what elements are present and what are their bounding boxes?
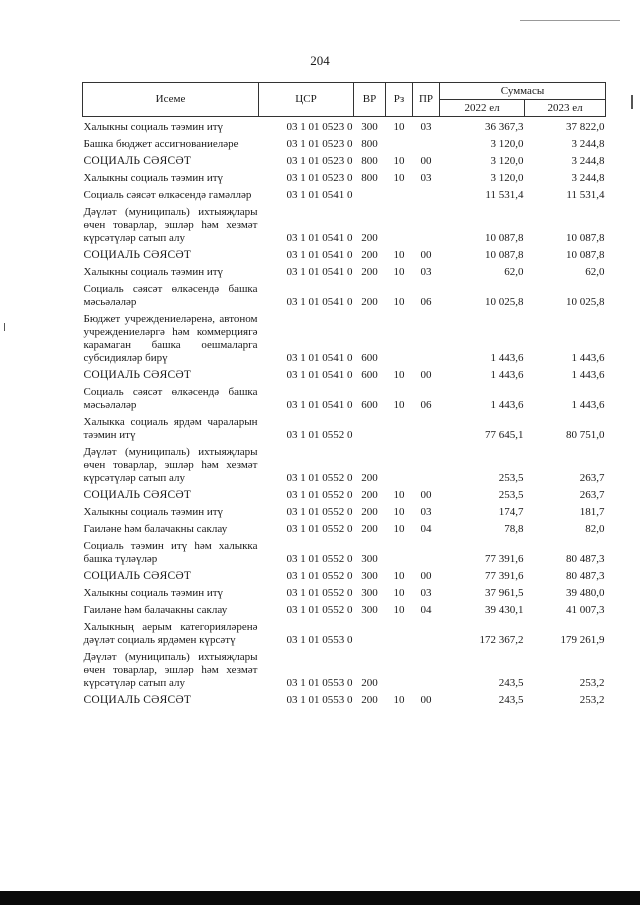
row-vr: 200 bbox=[361, 677, 378, 689]
row-sum-2022: 3 120,0 bbox=[490, 172, 524, 184]
row-name: СОЦИАЛЬ СӘЯСӘТ bbox=[83, 489, 192, 501]
row-rz: 10 bbox=[393, 296, 405, 308]
row-pr: 03 bbox=[420, 121, 432, 133]
row-csr: 03 1 01 0541 0 bbox=[286, 266, 353, 278]
row-name: СОЦИАЛЬ СӘЯСӘТ bbox=[83, 570, 192, 582]
row-csr: 03 1 01 0552 0 bbox=[286, 506, 353, 518]
row-name: Халыкны социаль тәэмин итү bbox=[83, 266, 224, 278]
row-sum-2023: 11 531,4 bbox=[566, 189, 605, 201]
row-sum-2022: 62,0 bbox=[504, 266, 524, 278]
row-csr: 03 1 01 0541 0 bbox=[286, 232, 353, 244]
row-pr bbox=[413, 536, 440, 566]
row-csr: 03 1 01 0541 0 bbox=[286, 189, 353, 201]
row-sum-2023: 1 443,6 bbox=[571, 399, 605, 411]
table-row bbox=[83, 502, 606, 519]
row-name: Социаль сәясәт өлкәсендә гамәлләр bbox=[83, 189, 252, 201]
table-row bbox=[83, 536, 606, 566]
table-row bbox=[83, 309, 606, 365]
row-vr bbox=[354, 185, 386, 202]
row-sum-2022: 253,5 bbox=[498, 472, 524, 484]
row-csr: 03 1 01 0552 0 bbox=[286, 523, 353, 535]
table-row bbox=[83, 412, 606, 442]
row-rz: 10 bbox=[393, 369, 405, 381]
row-name: Гаиләне һәм балачакны саклау bbox=[83, 604, 228, 616]
row-sum-2022: 3 120,0 bbox=[490, 155, 524, 167]
row-vr: 600 bbox=[361, 399, 378, 411]
row-name: Халыкны социаль тәэмин итү bbox=[83, 121, 224, 133]
row-rz bbox=[386, 412, 413, 442]
row-rz: 10 bbox=[393, 587, 405, 599]
row-sum-2023: 253,2 bbox=[579, 694, 605, 706]
row-rz: 10 bbox=[393, 506, 405, 518]
table-row bbox=[83, 279, 606, 309]
row-sum-2022: 3 120,0 bbox=[490, 138, 524, 150]
row-sum-2022: 11 531,4 bbox=[485, 189, 524, 201]
row-csr: 03 1 01 0541 0 bbox=[286, 369, 353, 381]
row-sum-2023: 1 443,6 bbox=[571, 369, 605, 381]
table-row bbox=[83, 519, 606, 536]
row-sum-2022: 77 391,6 bbox=[485, 553, 524, 565]
table-body bbox=[83, 117, 606, 708]
row-pr bbox=[413, 309, 440, 365]
row-pr: 06 bbox=[420, 399, 432, 411]
row-name: Социаль сәясәт өлкәсендә башка мәсьәләләр bbox=[83, 283, 258, 308]
table-row bbox=[83, 600, 606, 617]
row-name: Дәүләт (муниципаль) ихтыяҗлары өчен товарлар, эшләр һәм хезмәт күрсәтүләр сатып алу bbox=[83, 446, 258, 484]
row-csr: 03 1 01 0541 0 bbox=[286, 399, 353, 411]
row-csr: 03 1 01 0523 0 bbox=[286, 155, 353, 167]
row-pr: 00 bbox=[420, 155, 432, 167]
row-vr: 800 bbox=[361, 172, 378, 184]
row-vr: 600 bbox=[361, 369, 378, 381]
row-vr bbox=[354, 617, 386, 647]
row-rz: 10 bbox=[393, 155, 405, 167]
row-csr: 03 1 01 0541 0 bbox=[286, 249, 353, 261]
header-sums: Суммасы bbox=[440, 83, 606, 100]
row-sum-2023: 263,7 bbox=[579, 472, 605, 484]
row-pr bbox=[413, 134, 440, 151]
row-sum-2023: 3 244,8 bbox=[571, 138, 605, 150]
row-name: Халыкны социаль тәэмин итү bbox=[83, 587, 224, 599]
table-row bbox=[83, 185, 606, 202]
row-sum-2023: 3 244,8 bbox=[571, 172, 605, 184]
row-pr: 03 bbox=[420, 172, 432, 184]
row-sum-2022: 36 367,3 bbox=[485, 121, 524, 133]
row-vr: 200 bbox=[361, 232, 378, 244]
row-csr: 03 1 01 0523 0 bbox=[286, 138, 353, 150]
row-vr: 200 bbox=[361, 506, 378, 518]
header-vr: ВР bbox=[354, 83, 386, 117]
row-rz: 10 bbox=[393, 694, 405, 706]
row-rz: 10 bbox=[393, 399, 405, 411]
row-sum-2022: 77 645,1 bbox=[485, 429, 524, 441]
row-rz bbox=[386, 134, 413, 151]
table-row bbox=[83, 690, 606, 707]
row-sum-2022: 37 961,5 bbox=[485, 587, 524, 599]
row-sum-2023: 82,0 bbox=[585, 523, 605, 535]
row-rz: 10 bbox=[393, 570, 405, 582]
table-row bbox=[83, 262, 606, 279]
row-sum-2022: 1 443,6 bbox=[490, 399, 524, 411]
row-rz bbox=[386, 536, 413, 566]
scan-bottom-edge bbox=[0, 891, 640, 905]
row-csr: 03 1 01 0552 0 bbox=[286, 604, 353, 616]
row-rz: 10 bbox=[393, 172, 405, 184]
header-2023: 2023 ел bbox=[525, 100, 606, 117]
table-row bbox=[83, 566, 606, 583]
row-sum-2023: 62,0 bbox=[585, 266, 605, 278]
row-csr: 03 1 01 0552 0 bbox=[286, 429, 353, 441]
row-vr: 300 bbox=[361, 570, 378, 582]
row-sum-2023: 80 487,3 bbox=[566, 570, 605, 582]
row-vr: 200 bbox=[361, 266, 378, 278]
table-row bbox=[83, 583, 606, 600]
table-row bbox=[83, 168, 606, 185]
row-pr: 03 bbox=[420, 506, 432, 518]
row-sum-2022: 10 087,8 bbox=[485, 249, 524, 261]
header-csr: ЦСР bbox=[259, 83, 354, 117]
table-row bbox=[83, 202, 606, 245]
row-sum-2022: 243,5 bbox=[498, 677, 524, 689]
row-vr: 200 bbox=[361, 472, 378, 484]
row-sum-2023: 80 487,3 bbox=[566, 553, 605, 565]
row-sum-2022: 172 367,2 bbox=[479, 634, 524, 646]
row-sum-2023: 41 007,3 bbox=[566, 604, 605, 616]
row-rz bbox=[386, 617, 413, 647]
row-pr: 03 bbox=[420, 266, 432, 278]
table-row bbox=[83, 117, 606, 135]
table-row bbox=[83, 134, 606, 151]
row-pr bbox=[413, 617, 440, 647]
row-vr: 300 bbox=[361, 604, 378, 616]
row-pr: 06 bbox=[420, 296, 432, 308]
row-rz: 10 bbox=[393, 249, 405, 261]
row-rz bbox=[386, 202, 413, 245]
row-sum-2022: 253,5 bbox=[498, 489, 524, 501]
row-pr bbox=[413, 202, 440, 245]
row-csr: 03 1 01 0553 0 bbox=[286, 677, 353, 689]
row-csr: 03 1 01 0552 0 bbox=[286, 489, 353, 501]
row-rz bbox=[386, 647, 413, 690]
header-name: Исеме bbox=[83, 83, 259, 117]
table-row bbox=[83, 365, 606, 382]
table-row bbox=[83, 151, 606, 168]
header-rz: Рз bbox=[386, 83, 413, 117]
row-name: СОЦИАЛЬ СӘЯСӘТ bbox=[83, 369, 192, 381]
row-vr: 200 bbox=[361, 489, 378, 501]
row-name: СОЦИАЛЬ СӘЯСӘТ bbox=[83, 694, 192, 706]
row-vr: 600 bbox=[361, 352, 378, 364]
row-csr: 03 1 01 0552 0 bbox=[286, 570, 353, 582]
row-sum-2023: 10 025,8 bbox=[566, 296, 605, 308]
row-sum-2022: 243,5 bbox=[498, 694, 524, 706]
row-vr: 800 bbox=[361, 155, 378, 167]
row-csr: 03 1 01 0523 0 bbox=[286, 121, 353, 133]
row-rz: 10 bbox=[393, 266, 405, 278]
row-vr: 200 bbox=[361, 249, 378, 261]
table-row bbox=[83, 382, 606, 412]
row-rz: 10 bbox=[393, 489, 405, 501]
row-sum-2023: 10 087,8 bbox=[566, 249, 605, 261]
header-pr: ПР bbox=[413, 83, 440, 117]
row-sum-2023: 80 751,0 bbox=[566, 429, 605, 441]
row-name: Халыкка социаль ярдәм чараларын тәэмин итү bbox=[83, 416, 258, 441]
row-name: Дәүләт (муниципаль) ихтыяҗлары өчен товарлар, эшләр һәм хезмәт күрсәтүләр сатып алу bbox=[83, 651, 258, 689]
row-name: Халыкны социаль тәэмин итү bbox=[83, 172, 224, 184]
row-sum-2022: 174,7 bbox=[498, 506, 524, 518]
row-vr: 200 bbox=[361, 694, 378, 706]
row-vr: 200 bbox=[361, 523, 378, 535]
scan-mark-left bbox=[4, 323, 5, 331]
row-csr: 03 1 01 0552 0 bbox=[286, 587, 353, 599]
table-row bbox=[83, 442, 606, 485]
table-row bbox=[83, 617, 606, 647]
scan-artifact-top bbox=[520, 20, 620, 21]
row-name: СОЦИАЛЬ СӘЯСӘТ bbox=[83, 249, 192, 261]
header-2022: 2022 ел bbox=[440, 100, 525, 117]
table-header bbox=[83, 83, 606, 117]
row-sum-2022: 10 025,8 bbox=[485, 296, 524, 308]
row-sum-2023: 253,2 bbox=[579, 677, 605, 689]
row-vr: 300 bbox=[361, 587, 378, 599]
scan-mark-right bbox=[631, 95, 633, 109]
row-pr bbox=[413, 185, 440, 202]
row-sum-2022: 1 443,6 bbox=[490, 369, 524, 381]
row-sum-2022: 39 430,1 bbox=[485, 604, 524, 616]
table-row bbox=[83, 485, 606, 502]
row-name: Башка бюджет ассигнованиеләре bbox=[83, 138, 239, 150]
row-rz bbox=[386, 185, 413, 202]
row-vr: 200 bbox=[361, 296, 378, 308]
row-csr: 03 1 01 0552 0 bbox=[286, 472, 353, 484]
row-pr: 00 bbox=[420, 570, 432, 582]
row-csr: 03 1 01 0552 0 bbox=[286, 553, 353, 565]
row-pr: 00 bbox=[420, 369, 432, 381]
row-pr: 00 bbox=[420, 489, 432, 501]
row-csr: 03 1 01 0523 0 bbox=[286, 172, 353, 184]
row-rz bbox=[386, 442, 413, 485]
row-sum-2023: 181,7 bbox=[579, 506, 605, 518]
row-sum-2023: 37 822,0 bbox=[566, 121, 605, 133]
row-sum-2023: 263,7 bbox=[579, 489, 605, 501]
row-sum-2023: 179 261,9 bbox=[560, 634, 605, 646]
row-name: Социаль тәэмин итү һәм халыкка башка түләүләр bbox=[83, 540, 258, 565]
row-name: Халыкны социаль тәэмин итү bbox=[83, 506, 224, 518]
row-sum-2023: 39 480,0 bbox=[566, 587, 605, 599]
row-pr: 00 bbox=[420, 694, 432, 706]
row-vr: 800 bbox=[361, 138, 378, 150]
row-name: Гаиләне һәм балачакны саклау bbox=[83, 523, 228, 535]
row-name: Дәүләт (муниципаль) ихтыяҗлары өчен товарлар, эшләр һәм хезмәт күрсәтүләр сатып алу bbox=[83, 206, 258, 244]
row-sum-2023: 10 087,8 bbox=[566, 232, 605, 244]
row-vr: 300 bbox=[361, 121, 378, 133]
row-csr: 03 1 01 0553 0 bbox=[286, 694, 353, 706]
row-vr bbox=[354, 412, 386, 442]
row-csr: 03 1 01 0541 0 bbox=[286, 296, 353, 308]
row-pr: 04 bbox=[420, 604, 432, 616]
row-name: Бюджет учреждениеләренә, автоном учреждениеләргә һәм коммерциягә карамаган башка оешмаларга субсидияләр бирү bbox=[83, 313, 258, 364]
row-pr: 03 bbox=[420, 587, 432, 599]
row-rz: 10 bbox=[393, 523, 405, 535]
row-sum-2022: 10 087,8 bbox=[485, 232, 524, 244]
row-csr: 03 1 01 0541 0 bbox=[286, 352, 353, 364]
row-sum-2023: 1 443,6 bbox=[571, 352, 605, 364]
budget-table bbox=[82, 82, 606, 707]
row-pr bbox=[413, 412, 440, 442]
page-number: 204 bbox=[310, 53, 330, 68]
row-name: Социаль сәясәт өлкәсендә башка мәсьәләләр bbox=[83, 386, 258, 411]
row-name: СОЦИАЛЬ СӘЯСӘТ bbox=[83, 155, 192, 167]
table-row bbox=[83, 245, 606, 262]
row-rz: 10 bbox=[393, 121, 405, 133]
row-sum-2022: 1 443,6 bbox=[490, 352, 524, 364]
row-pr: 04 bbox=[420, 523, 432, 535]
row-sum-2022: 78,8 bbox=[504, 523, 524, 535]
row-csr: 03 1 01 0553 0 bbox=[286, 634, 353, 646]
row-sum-2022: 77 391,6 bbox=[485, 570, 524, 582]
row-vr: 300 bbox=[361, 553, 378, 565]
row-name: Халыкның аерым категорияләренә дәүләт социаль ярдәмен күрсәтү bbox=[83, 621, 258, 646]
row-pr: 00 bbox=[420, 249, 432, 261]
row-pr bbox=[413, 647, 440, 690]
row-sum-2023: 3 244,8 bbox=[571, 155, 605, 167]
row-rz bbox=[386, 309, 413, 365]
row-rz: 10 bbox=[393, 604, 405, 616]
row-pr bbox=[413, 442, 440, 485]
table-row bbox=[83, 647, 606, 690]
